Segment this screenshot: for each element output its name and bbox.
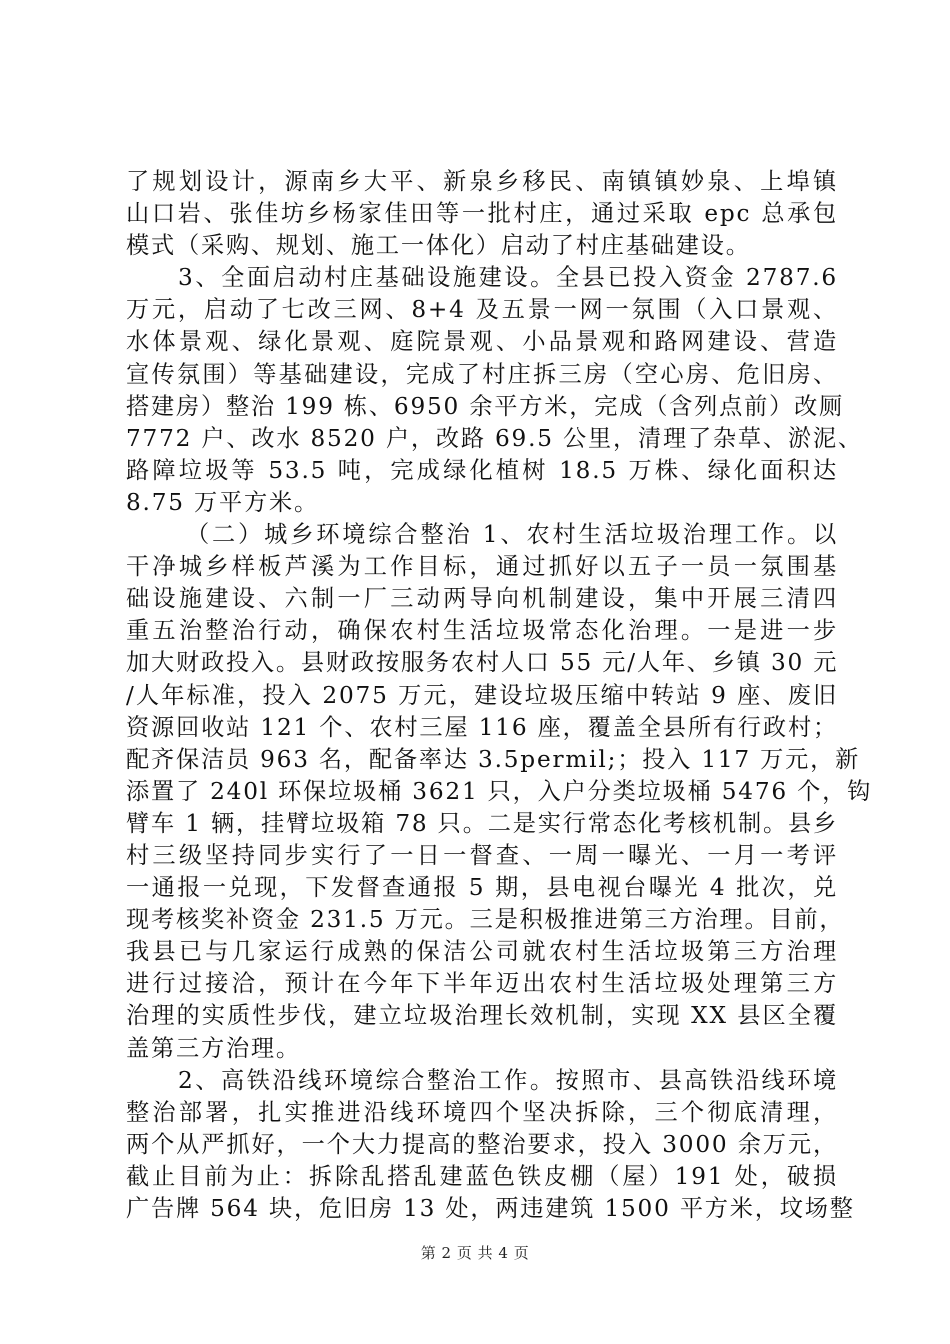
text-line: 础设施建设、六制一厂三动两导向机制建设，集中开展三清四 (126, 585, 838, 613)
text-line: 加大财政投入。县财政按服务农村人口 55 元/人年、乡镇 30 元 (126, 649, 839, 677)
text-line: 治理的实质性步伐，建立垃圾治理长效机制，实现 XX 县区全覆 (126, 1002, 838, 1030)
text-line: 截止目前为止：拆除乱搭乱建蓝色铁皮棚（屋）191 处，破损 (126, 1162, 838, 1190)
text-line: 广告牌 564 块，危旧房 13 处，两违建筑 1500 平方米，坟场整 (126, 1195, 855, 1222)
text-line: 山口岩、张佳坊乡杨家佳田等一批村庄，通过采取 epc 总承包 (126, 200, 838, 228)
text-line: 2、高铁沿线环境综合整治工作。按照市、县高铁沿线环境 (178, 1066, 838, 1094)
text-line: 村三级坚持同步实行了一日一督查、一周一曝光、一月一考评 (126, 841, 838, 869)
text-line: 3、全面启动村庄基础设施建设。全县已投入资金 2787.6 (178, 264, 838, 292)
text-line: 干净城乡样板芦溪为工作目标，通过抓好以五子一员一氛围基 (126, 553, 838, 581)
text-line: 盖第三方治理。 (126, 1034, 301, 1062)
body-text (126, 166, 873, 1225)
text-line: 路障垃圾等 53.5 吨，完成绿化植树 18.5 万株、绿化面积达 (126, 456, 838, 484)
text-line: /人年标准，投入 2075 万元，建设垃圾压缩中转站 9 座、废旧 (126, 681, 838, 709)
text-line: 配齐保洁员 963 名，配备率达 3.5permil;；投入 117 万元，新 (126, 745, 861, 773)
text-line: 两个从严抓好，一个大力提高的整治要求，投入 3000 余万元， (126, 1130, 838, 1158)
text-line: 万元，启动了七改三网、8+4 及五景一网一氛围（入口景观、 (126, 296, 838, 324)
text-line: 模式（采购、规划、施工一体化）启动了村庄基础建设。 (126, 232, 751, 260)
text-line: 我县已与几家运行成熟的保洁公司就农村生活垃圾第三方治理 (126, 938, 838, 966)
text-line: 了规划设计，源南乡大平、新泉乡移民、南镇镇妙泉、上埠镇 (126, 168, 838, 195)
text-line: 添置了 240l 环保垃圾桶 3621 只，入户分类垃圾桶 5476 个，钩 (126, 777, 873, 805)
text-line: 整治部署，扎实推进沿线环境四个坚决拆除，三个彻底清理， (126, 1098, 838, 1126)
text-line: 一通报一兑现，下发督查通报 5 期，县电视台曝光 4 批次，兑 (126, 874, 838, 902)
text-line: 8.75 万平方米。 (126, 488, 319, 516)
text-line: 进行过接洽，预计在今年下半年迈出农村生活垃圾处理第三方 (126, 970, 838, 998)
text-line: 臂车 1 辆，挂臂垃圾箱 78 只。二是实行常态化考核机制。县乡 (126, 809, 838, 837)
text-line: 水体景观、绿化景观、庭院景观、小品景观和路网建设、营造 (126, 328, 838, 356)
page-footer: 第 2 页 共 4 页 (420, 1244, 530, 1262)
text-line: 宣传氛围）等基础建设，完成了村庄拆三房（空心房、危旧房、 (126, 360, 838, 388)
text-line: 重五治整治行动，确保农村生活垃圾常态化治理。一是进一步 (126, 617, 838, 645)
text-line: 搭建房）整治 199 栋、6950 余平方米，完成（含列点前）改厕 (126, 392, 845, 420)
text-line: 现考核奖补资金 231.5 万元。三是积极推进第三方治理。目前， (126, 906, 845, 934)
text-line: 资源回收站 121 个、农村三屋 116 座，覆盖全县所有行政村； (126, 713, 838, 741)
text-line: 7772 户、改水 8520 户，改路 69.5 公里，清理了杂草、淤泥、 (126, 424, 863, 452)
text-line: （二）城乡环境综合整治 1、农村生活垃圾治理工作。以 (186, 521, 838, 549)
